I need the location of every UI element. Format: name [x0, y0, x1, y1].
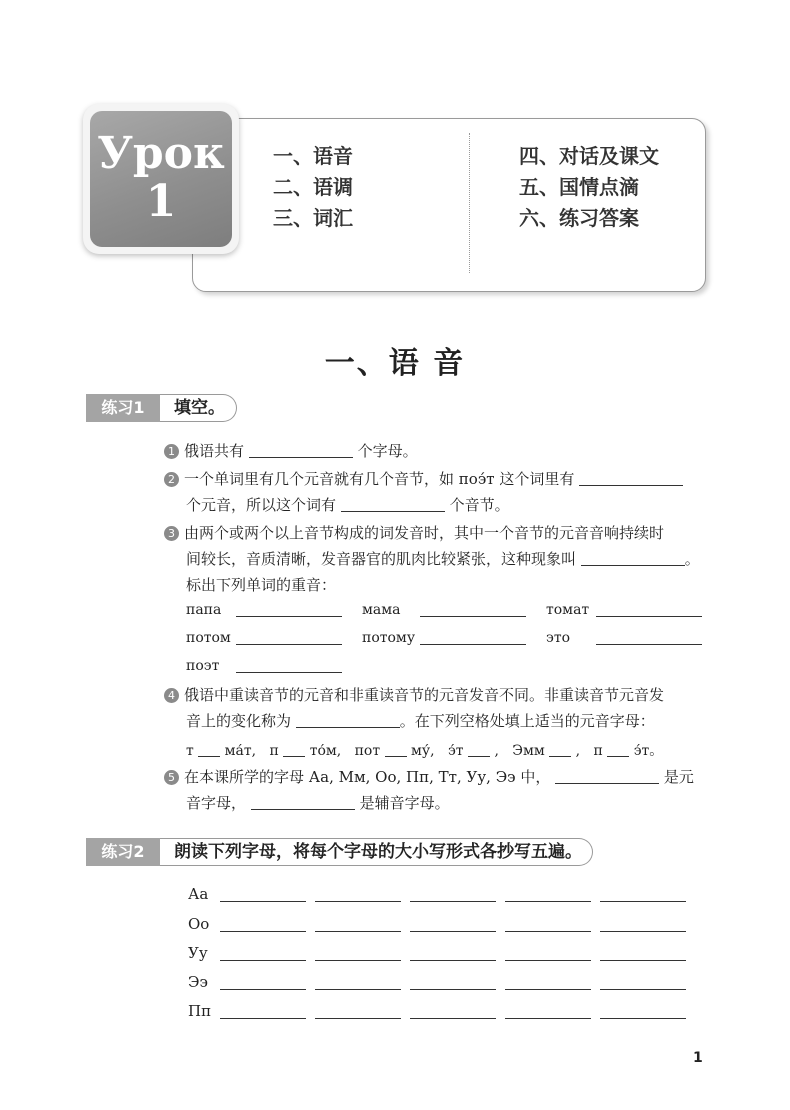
answer-line[interactable] [315, 1018, 401, 1019]
word-part: му́, [411, 743, 435, 759]
letter-label: Уу [188, 944, 208, 962]
number-badge: 5 [164, 770, 179, 785]
word-part: то́м, [309, 743, 342, 759]
answer-line[interactable] [420, 644, 526, 645]
word-part: э́т。 [633, 743, 664, 759]
letter-label: Ээ [188, 973, 208, 991]
answer-line[interactable] [596, 644, 702, 645]
stress-word: поэт [186, 658, 220, 674]
stress-word: потому [362, 630, 416, 646]
answer-line[interactable] [315, 901, 401, 902]
answer-blank[interactable] [251, 793, 355, 810]
question-text: 由两个或两个以上音节构成的词发音时，其中一个音节的元音音响持续时 [184, 524, 665, 542]
lesson-word: Урок [97, 128, 225, 179]
answer-blank[interactable] [468, 740, 490, 757]
question-text: 是元 [663, 768, 694, 786]
answer-line[interactable] [315, 960, 401, 961]
letter-label: Аа [188, 885, 209, 903]
word-part: п [269, 743, 279, 759]
answer-line[interactable] [600, 960, 686, 961]
answer-blank[interactable] [296, 711, 400, 728]
answer-line[interactable] [410, 901, 496, 902]
answer-line[interactable] [600, 1018, 686, 1019]
answer-line[interactable] [220, 931, 306, 932]
word-part: Эмм [512, 743, 545, 759]
number-badge: 3 [164, 526, 179, 541]
answer-line[interactable] [505, 901, 591, 902]
word-part: п [593, 743, 603, 759]
answer-blank[interactable] [581, 549, 685, 566]
answer-line[interactable] [420, 616, 526, 617]
answer-blank[interactable] [198, 740, 220, 757]
lesson-number: 1 [145, 176, 177, 227]
word-part: ма́т, [224, 743, 257, 759]
toc-item: 三、词汇 [273, 206, 353, 230]
toc-item: 五、国情点滴 [519, 175, 639, 199]
word-part: , [575, 743, 581, 759]
number-badge: 2 [164, 472, 179, 487]
question-text: 音上的变化称为 [186, 712, 292, 730]
answer-line[interactable] [410, 931, 496, 932]
lesson-badge-inner [90, 111, 232, 247]
question-text: 一个单词里有几个元音就有几个音节，如 [184, 470, 455, 488]
letter-label: Оо [188, 915, 210, 933]
answer-line[interactable] [220, 989, 306, 990]
table-of-contents [192, 118, 706, 292]
answer-blank[interactable] [341, 495, 445, 512]
answer-line[interactable] [220, 901, 306, 902]
toc-right-column [519, 141, 659, 234]
toc-item: 一、语音 [273, 144, 353, 168]
word-part: т [186, 743, 194, 759]
exercise1-tag: 练习1 [86, 394, 160, 422]
exercise1-title: 填空。 [174, 398, 225, 418]
word-part: э́т [447, 743, 464, 759]
answer-line[interactable] [505, 1018, 591, 1019]
answer-blank[interactable] [607, 740, 629, 757]
stress-word: потом [186, 630, 231, 646]
answer-line[interactable] [410, 960, 496, 961]
toc-item: 四、对话及课文 [519, 144, 659, 168]
stress-word: это [546, 630, 571, 646]
answer-line[interactable] [236, 616, 342, 617]
toc-divider [469, 133, 470, 273]
stress-word: папа [186, 602, 222, 618]
exercise1-header [86, 394, 237, 422]
stress-word: томат [546, 602, 590, 618]
number-badge: 1 [164, 444, 179, 459]
exercise2-tag: 练习2 [86, 838, 160, 866]
letter-label: Пп [188, 1002, 212, 1020]
question-text: 俄语中重读音节的元音和非重读音节的元音发音不同。非重读音节元音发 [184, 686, 665, 704]
number-badge: 4 [164, 688, 179, 703]
section-title: 一、语 音 [324, 346, 466, 381]
word-part: пот [354, 743, 381, 759]
question-text: 个元音，所以这个词有 [186, 496, 337, 514]
lesson-badge [83, 104, 239, 254]
answer-line[interactable] [236, 644, 342, 645]
question-text: 在本课所学的字母 Аа, Мм, Оо, Пп, Тт, Уу, Ээ 中， [184, 768, 551, 786]
answer-line[interactable] [410, 1018, 496, 1019]
question-text: 这个词里有 [499, 470, 575, 488]
answer-blank[interactable] [549, 740, 571, 757]
answer-line[interactable] [315, 931, 401, 932]
stress-word: мама [362, 602, 401, 618]
answer-blank[interactable] [283, 740, 305, 757]
answer-blank[interactable] [579, 469, 683, 486]
page-number: 1 [693, 1050, 703, 1066]
answer-line[interactable] [410, 989, 496, 990]
answer-line[interactable] [236, 672, 342, 673]
question-text: 俄语共有 [184, 442, 245, 460]
vowel-fill-line [186, 738, 663, 764]
question-text: 个音节。 [449, 496, 510, 514]
question-text: 是辅音字母。 [359, 794, 450, 812]
answer-line[interactable] [600, 931, 686, 932]
answer-line[interactable] [505, 989, 591, 990]
answer-line[interactable] [505, 931, 591, 932]
answer-line[interactable] [220, 1018, 306, 1019]
exercise2-title: 朗读下列字母，将每个字母的大小写形式各抄写五遍。 [174, 842, 582, 862]
answer-blank[interactable] [249, 441, 353, 458]
example-word: поэ́т [458, 470, 495, 488]
question-text: 间较长，音质清晰，发音器官的肌肉比较紧张，这种现象叫 [186, 550, 577, 568]
answer-blank[interactable] [555, 767, 659, 784]
question-text: 音字母， [186, 794, 247, 812]
answer-line[interactable] [596, 616, 702, 617]
question-text: 个字母。 [357, 442, 418, 460]
toc-item: 二、语调 [273, 175, 353, 199]
toc-item: 六、练习答案 [519, 206, 639, 230]
answer-line[interactable] [600, 989, 686, 990]
question-text: 。在下列空格处填上适当的元音字母： [399, 712, 655, 730]
answer-line[interactable] [220, 960, 306, 961]
exercise2-header [86, 838, 593, 866]
answer-blank[interactable] [385, 740, 407, 757]
word-part: , [494, 743, 499, 759]
answer-line[interactable] [505, 960, 591, 961]
answer-line[interactable] [600, 901, 686, 902]
question-text: 。 [684, 550, 700, 568]
question-text: 标出下列单词的重音： [186, 576, 337, 594]
answer-line[interactable] [315, 989, 401, 990]
toc-left-column [273, 141, 353, 234]
